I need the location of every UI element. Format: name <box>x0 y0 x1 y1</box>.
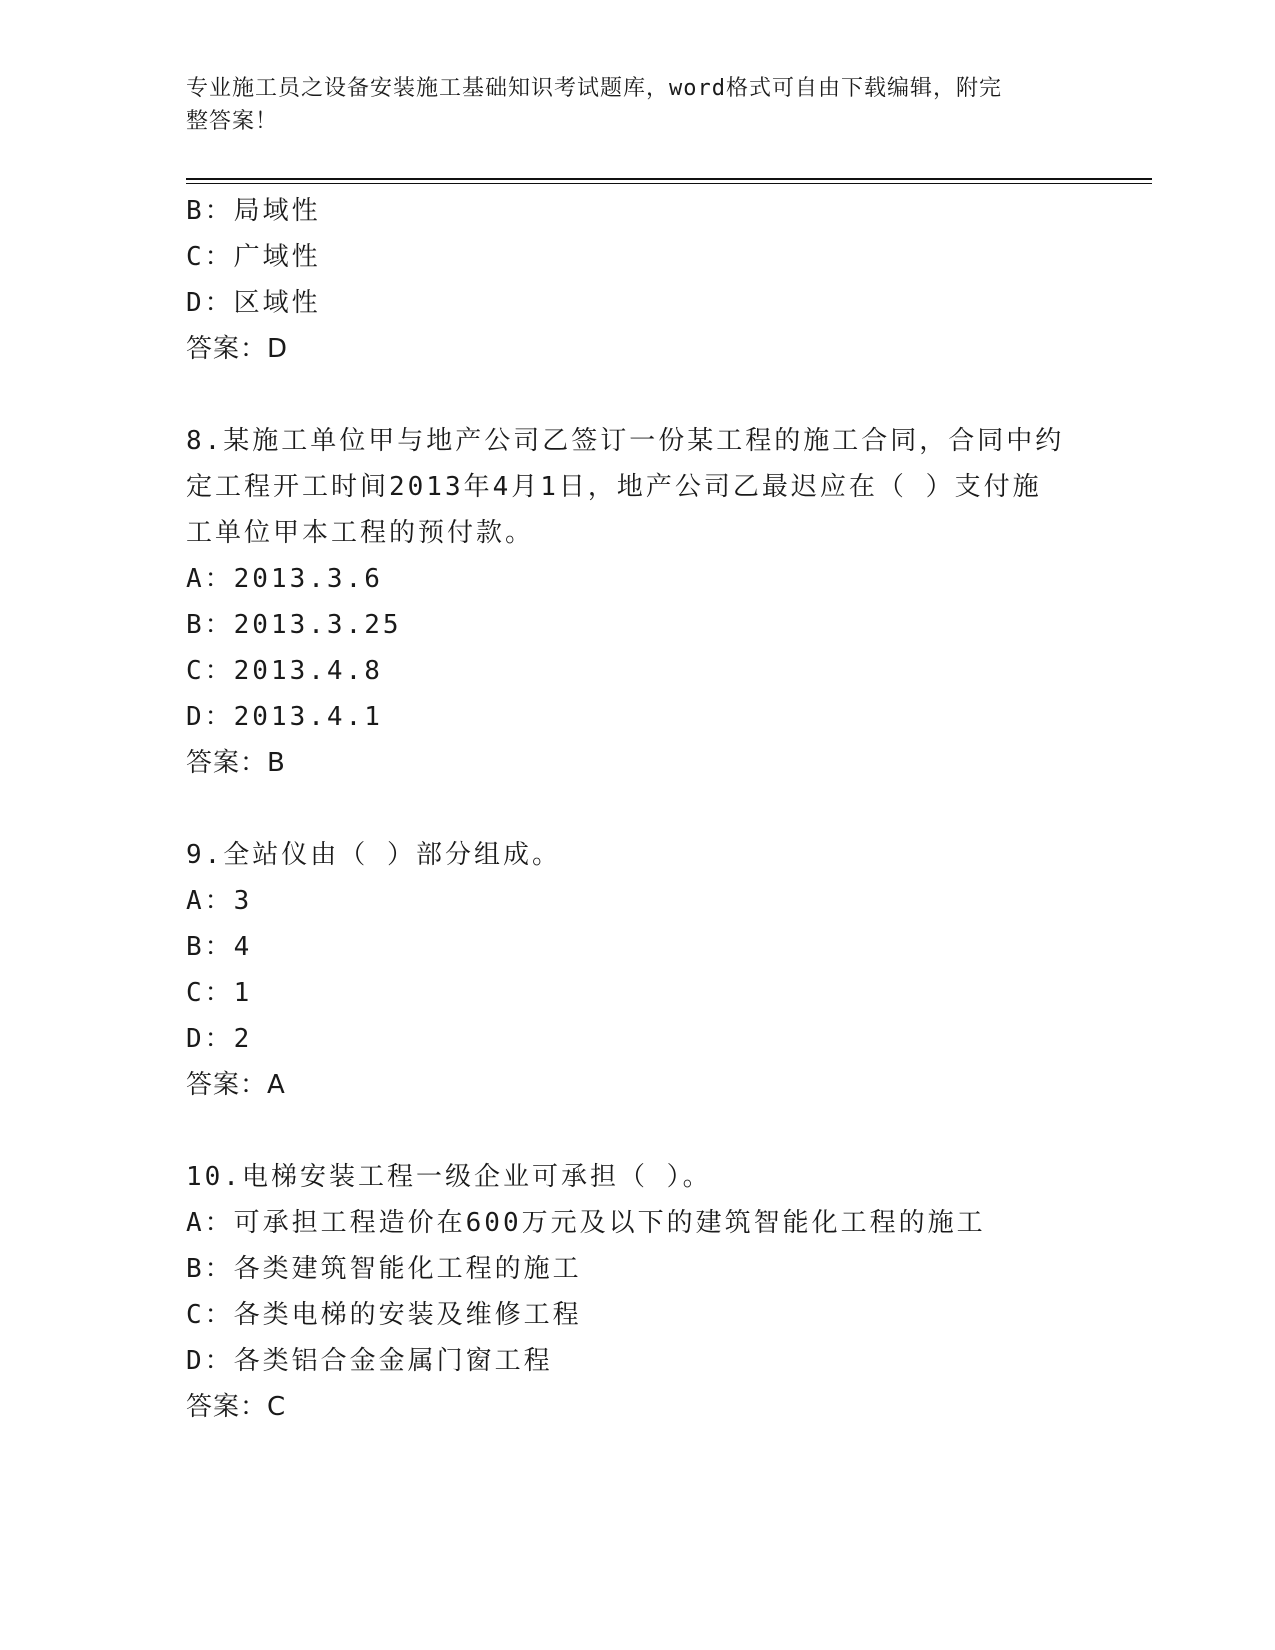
spacer <box>186 372 1066 418</box>
answer-label: 答案：D <box>186 334 289 364</box>
answer-label: 答案：B <box>186 748 286 778</box>
question-8 <box>186 418 1066 786</box>
option-a: A：2013.3.6 <box>186 564 383 594</box>
option-a: A：3 <box>186 886 253 916</box>
spacer <box>186 1108 1066 1154</box>
document-header <box>186 72 1066 138</box>
option-c: C：广域性 <box>186 242 321 272</box>
option-b: B：2013.3.25 <box>186 610 402 640</box>
question-10 <box>186 1154 1066 1430</box>
header-divider-thick <box>186 178 1152 180</box>
option-b: B：各类建筑智能化工程的施工 <box>186 1254 582 1284</box>
option-d: D：区域性 <box>186 288 321 318</box>
header-line-2: 整答案！ <box>186 109 279 134</box>
option-c: C：各类电梯的安装及维修工程 <box>186 1300 582 1330</box>
question-stem-line: 8.某施工单位甲与地产公司乙签订一份某工程的施工合同，合同中约 <box>186 426 1065 456</box>
option-b: B：4 <box>186 932 253 962</box>
option-b: B：局域性 <box>186 196 321 226</box>
question-7-continued <box>186 188 1066 372</box>
question-stem-line: 10.电梯安装工程一级企业可承担（ ）。 <box>186 1162 712 1192</box>
option-d: D：2013.4.1 <box>186 702 383 732</box>
spacer <box>186 786 1066 832</box>
question-9 <box>186 832 1066 1108</box>
option-d: D：各类铝合金金属门窗工程 <box>186 1346 553 1376</box>
answer-label: 答案：A <box>186 1070 286 1100</box>
question-stem-line: 9.全站仪由（ ）部分组成。 <box>186 840 561 870</box>
answer-label: 答案：C <box>186 1392 287 1422</box>
question-stem-line: 定工程开工时间2013年4月1日，地产公司乙最迟应在（ ）支付施 <box>186 472 1042 502</box>
header-divider-thin <box>186 183 1152 184</box>
option-c: C：2013.4.8 <box>186 656 383 686</box>
option-d: D：2 <box>186 1024 253 1054</box>
question-stem-line: 工单位甲本工程的预付款。 <box>186 518 535 548</box>
option-a: A：可承担工程造价在600万元及以下的建筑智能化工程的施工 <box>186 1208 986 1238</box>
header-line-1: 专业施工员之设备安装施工基础知识考试题库，word格式可自由下载编辑，附完 <box>186 76 1002 101</box>
question-list <box>186 188 1066 1430</box>
option-c: C：1 <box>186 978 253 1008</box>
